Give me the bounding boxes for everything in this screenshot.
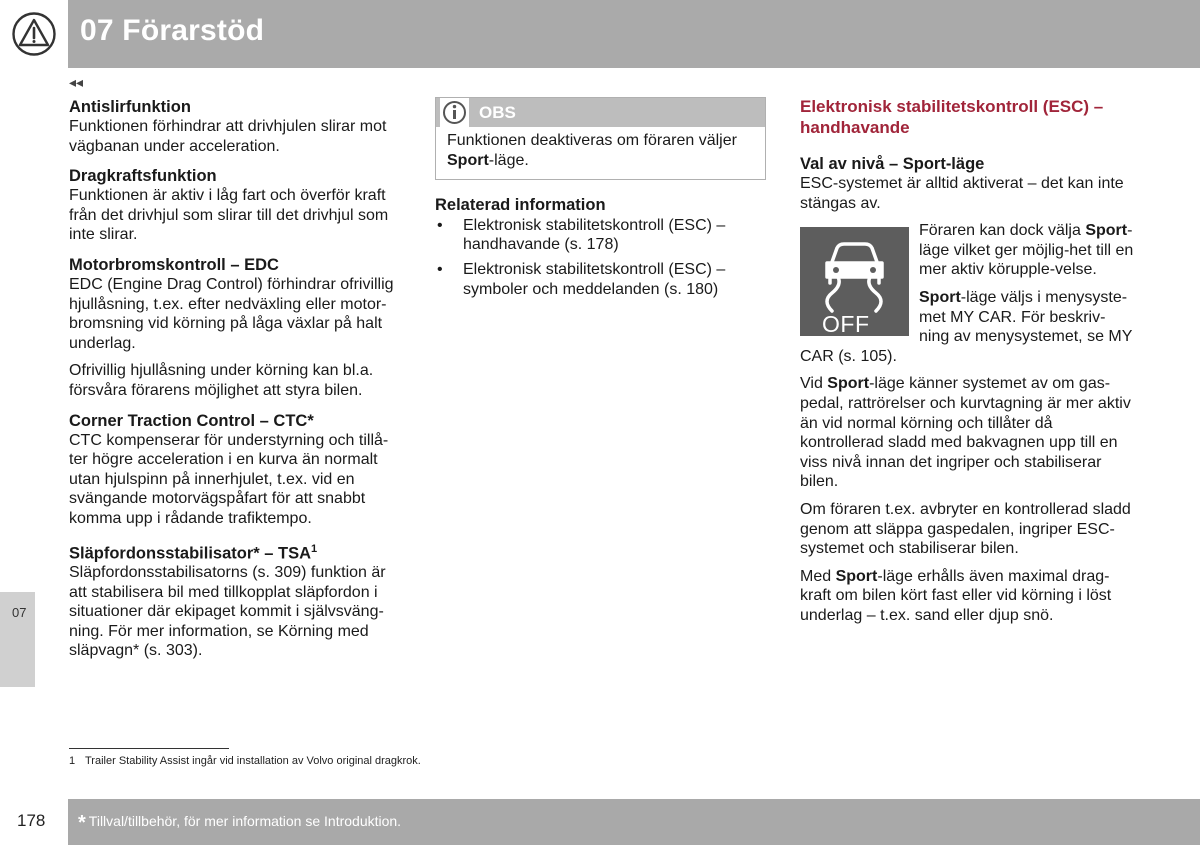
section-text: CTC kompenserar för understyrning och tillå-ter högre acceleration i en kurva än normalt utan hjulspinn på innerhjulet, t.ex. vid en svängande motorvägspåfart för att snabbt komma upp i rådande trafiktempo. <box>69 431 389 527</box>
section-text: Funktionen förhindrar att drivhjulen slirar mot vägbanan under acceleration. <box>69 118 387 155</box>
sub-title: Val av nivå – Sport-läge <box>800 155 985 173</box>
paragraph-bold: Sport <box>827 375 870 393</box>
paragraph-part: -läge vilket ger möjlig-het till en mer aktiv körupple-velse. <box>919 222 1134 279</box>
footnote-number: 1 <box>69 755 76 767</box>
section-text: EDC (Engine Drag Control) förhindrar ofrivillig hjullåsning, t.ex. efter nedväxling eller motor-bromsning vid körning på låga växlar på halt underlag. <box>69 275 394 352</box>
paragraph-bold: Sport <box>1085 222 1128 240</box>
paragraph-part: Föraren kan dock välja <box>919 222 1086 240</box>
section-text: Släpfordonsstabilisatorns (s. 309) funktion är att stabilisera bil med tillkopplat släpfordon i situationer där ekipaget kommit i självsväng-ning. För mer information, se Körning med släpvagn* (s. 303). <box>69 564 386 660</box>
page-number: 178 <box>0 799 68 845</box>
esc-off-icon <box>800 227 909 336</box>
note-text-part: -läge. <box>488 151 529 169</box>
note-box-header <box>436 98 765 127</box>
esc-section-title: Elektronisk stabilitetskontroll (ESC) – handhavande <box>800 97 1104 137</box>
paragraph-part: -läge känner systemet av om gas-pedal, rattrörelser och kurvtagning är mer aktiv än vid normal körning och tillåter då kontrollerad sladd med bakvagnen upp till en viss nivå innan det ingriper och stabiliserar bilen. <box>800 375 1131 491</box>
footnote <box>69 755 421 767</box>
paragraph-part: Vid <box>800 375 828 393</box>
bullet-icon: • <box>437 216 443 234</box>
esc-off-label: OFF <box>822 310 870 337</box>
section-ctc <box>69 411 399 529</box>
footnote-divider <box>69 748 229 749</box>
footer-note <box>78 812 401 835</box>
section-title <box>69 539 399 564</box>
section-title: Motorbromskontroll – EDC <box>69 255 279 274</box>
note-text-bold: Sport <box>447 151 489 169</box>
section-tsa <box>69 539 399 661</box>
section-title: Corner Traction Control – CTC* <box>69 411 314 430</box>
note-box <box>435 97 766 180</box>
related-title: Relaterad information <box>435 196 606 215</box>
paragraph: Om föraren t.ex. avbryter en kontrollerad sladd genom att släppa gaspedalen, ingriper ESC-systemet och stabiliserar bilen. <box>800 500 1131 558</box>
note-text <box>436 127 765 179</box>
section-title: Dragkraftsfunktion <box>69 167 217 186</box>
paragraph-part: Med <box>800 567 836 585</box>
section-text: Funktionen är aktiv i låg fart och överför kraft från det drivhjul som slirar till det drivhjul som inte slirar. <box>69 187 389 244</box>
warning-triangle-icon <box>11 11 57 57</box>
column-right <box>800 96 1135 633</box>
paragraph: ESC-systemet är alltid aktiverat – det kan inte stängas av. <box>800 175 1124 212</box>
note-label: OBS <box>479 102 516 122</box>
section-title-text: Släpfordonsstabilisator* – TSA <box>69 544 312 562</box>
back-nav-link[interactable]: ◂◂ <box>69 74 84 90</box>
section-antislip <box>69 97 399 156</box>
bullet-icon: • <box>437 260 443 278</box>
section-edc <box>69 255 399 401</box>
section-traction <box>69 166 399 245</box>
related-link-text[interactable]: Elektronisk stabilitetskontroll (ESC) – handhavande (s. 178) <box>463 216 726 254</box>
side-tab-label: 07 <box>12 605 27 620</box>
header-icon-box <box>0 0 68 68</box>
chapter-side-tab[interactable] <box>0 592 35 687</box>
footer-note-text: Tillval/tillbehör, för mer information se Introduktion. <box>88 813 402 829</box>
paragraph <box>800 567 1135 626</box>
footnote-ref[interactable]: 1 <box>311 542 318 555</box>
paragraph-part: -läge erhålls även maximal drag-kraft om bilen kört fast eller vid körning i löst underlag – t.ex. sand eller djup snö. <box>800 567 1112 624</box>
paragraph-bold: Sport <box>919 288 961 306</box>
page-footer <box>0 799 1200 845</box>
asterisk-icon: * <box>78 812 86 834</box>
chapter-header <box>0 0 1200 68</box>
related-link[interactable] <box>435 260 765 299</box>
paragraph <box>800 374 1135 492</box>
related-link[interactable] <box>435 216 765 255</box>
note-text-part: Funktionen deaktiveras om föraren väljer <box>447 132 737 149</box>
section-text: Ofrivillig hjullåsning under körning kan bl.a. försvåra förarens möjlighet att styra bilen. <box>69 362 374 399</box>
footnote-text: Trailer Stability Assist ingår vid installation av Volvo original dragkrok. <box>85 755 421 767</box>
paragraph-part: -läge väljs i menysyste-met MY CAR. För beskriv-ning av menysystemet, se MY CAR (s. 105). <box>800 288 1133 365</box>
section-title: Antislirfunktion <box>69 98 191 116</box>
paragraph-bold: Sport <box>835 567 878 585</box>
chapter-title: 07 Förarstöd <box>80 14 265 47</box>
column-left <box>69 97 399 671</box>
column-middle <box>435 97 765 304</box>
related-link-text[interactable]: Elektronisk stabilitetskontroll (ESC) – symboler och meddelanden (s. 180) <box>463 260 726 298</box>
info-icon <box>440 98 469 127</box>
